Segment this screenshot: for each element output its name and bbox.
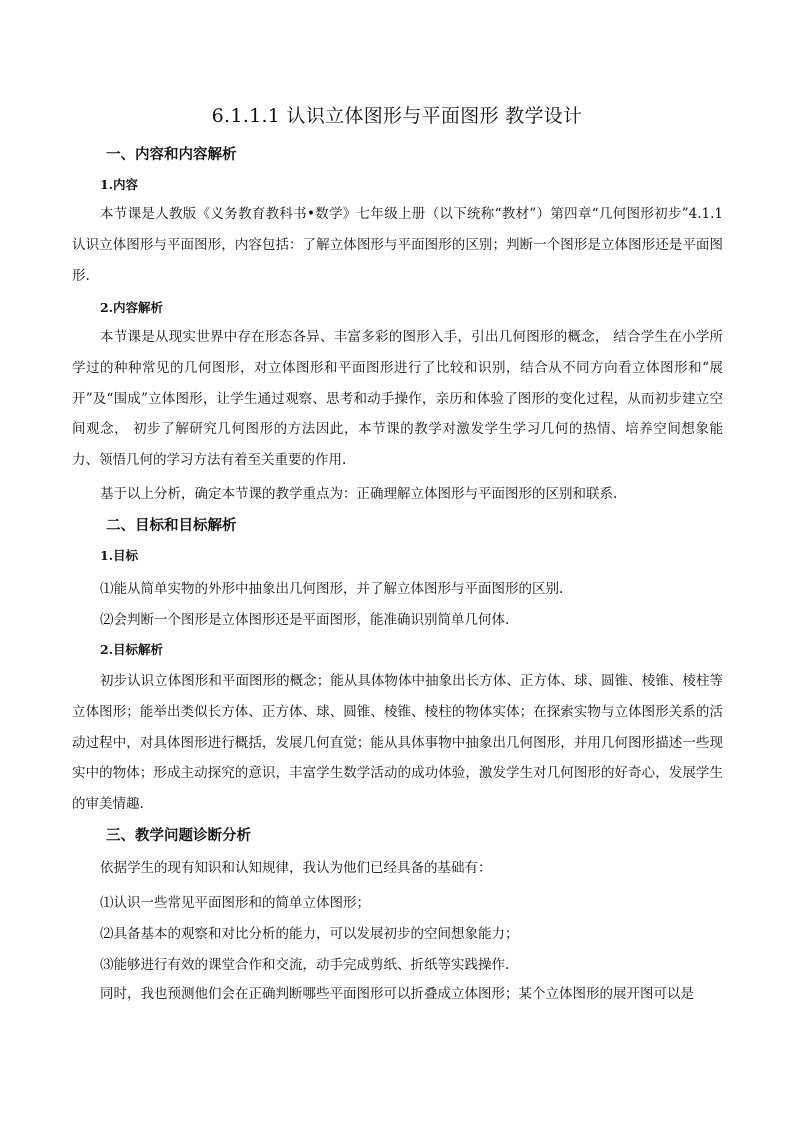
paragraph-student-basis: 依据学生的现有知识和认知规律，我认为他们已经具备的基础有：	[100, 860, 492, 876]
section-heading-1: 一、内容和内容解析	[106, 146, 237, 163]
subheading-goals: 1.目标	[100, 548, 139, 563]
subheading-content: 1.内容	[100, 177, 139, 192]
paragraph-prediction: 同时，我也预测他们会在正确判断哪些平面图形可以折叠成立体图形；某个立体图形的展开图可以是	[100, 986, 694, 1002]
basis-item-1: ⑴认识一些常见平面图形和的简单立体图形；	[100, 895, 370, 911]
basis-item-3: ⑶能够进行有效的课堂合作和交流，动手完成剪纸、折纸等实践操作.	[100, 957, 510, 973]
paragraph-key-point: 基于以上分析，确定本节课的教学重点为：正确理解立体图形与平面图形的区别和联系.	[100, 486, 618, 502]
subheading-goals-analysis: 2.目标解析	[100, 642, 164, 657]
paragraph-goals-analysis: 初步认识立体图形和平面图形的概念；能从具体物体中抽象出长方体、正方体、球、圆锥、棱锥、棱柱等立体图形；能举出类似长方体、正方体、球、圆锥、棱锥、棱柱的物体实体；在探索实物与立体图形关系的活动过程中，对具体图形进行概括，发展几何直觉；能从具体事物中抽象出几何图形，并用几何图形描述一些现实中的物体；形成主动探究的意识，丰富学生数学活动的成功体验，激发学生对几何图形的好奇心，发展学生的审美情趣.	[72, 673, 723, 813]
subheading-content-analysis: 2.内容解析	[100, 300, 164, 315]
goal-item-1: ⑴能从简单实物的外形中抽象出几何图形，并了解立体图形与平面图形的区别.	[100, 581, 564, 597]
basis-item-2: ⑵具备基本的观察和对比分析的能力，可以发展初步的空间想象能力；	[100, 926, 519, 942]
document-title: 6.1.1.1 认识立体图形与平面图形 教学设计	[211, 105, 583, 127]
paragraph-content-analysis: 本节课是从现实世界中存在形态各异、丰富多彩的图形入手，引出几何图形的概念， 结合学生在小学所学过的种种常见的几何图形，对立体图形和平面图形进行了比较和识别，结合从不同方向看立体图形和“展开”及“围成”立体图形，让学生通过观察、思考和动手操作，亲历和体验了图形的变化过程，从而初步建立空间观念， 初步了解研究几何图形的方法因此，本节课的教学对激发学生学习几何的热情、培养空间想象能力、领悟几何的学习方法有着至关重要的作用.	[72, 329, 723, 469]
section-heading-2: 二、目标和目标解析	[106, 517, 237, 534]
section-heading-3: 三、教学问题诊断分析	[106, 827, 251, 844]
goal-item-2: ⑵会判断一个图形是立体图形还是平面图形，能准确识别简单几何体.	[100, 612, 510, 628]
paragraph-content: 本节课是人教版《义务教育教科书•数学》七年级上册（以下统称“教材”）第四章“几何图形初步”4.1.1 认识立体图形与平面图形，内容包括：了解立体图形与平面图形的区别；判断一个图形是立体图形还是平面图形.	[72, 206, 723, 284]
